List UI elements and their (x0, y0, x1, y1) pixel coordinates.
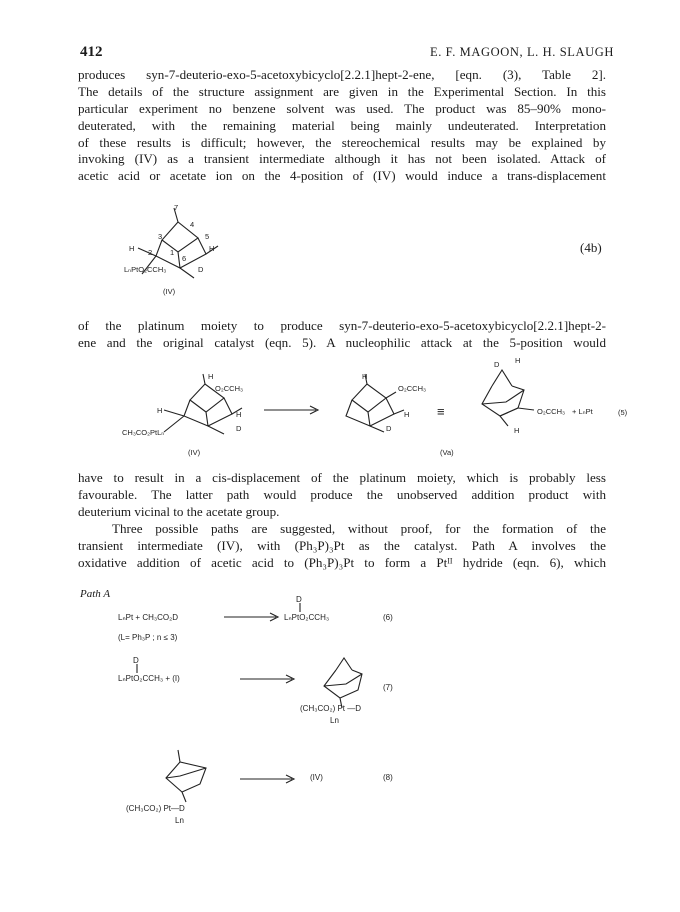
equivalence-sign: ≡ (437, 404, 445, 419)
atom-label: 4 (190, 220, 195, 229)
atom-label: D (386, 424, 392, 433)
text-line: oxidative addition of acetic acid to (Ph₃P)₃Pt to form a Ptᴵᴵ hydride (eqn. 6), which (78, 554, 606, 570)
compound-label: (Va) (440, 448, 454, 457)
eq8-reactant: (CH₃CO₂) Pt—D (126, 804, 185, 813)
text-line: produces syn-7-deuterio-exo-5-acetoxybicyclo[2.2.1]hept-2-ene, [eqn. (3), Table 2]. (78, 67, 606, 82)
text-line: particular experiment no benzene solvent was used. The product was 85–90% mono- (78, 100, 606, 116)
text-line: deuterated, with the remaining material being mainly undeuterated. Interpretation (78, 117, 606, 133)
ligand-label: Ln (175, 816, 184, 825)
atom-label: H (236, 410, 242, 419)
atom-label: H (209, 244, 215, 253)
structure-va-right (462, 360, 562, 440)
eq7-product-structure (306, 652, 386, 712)
eq6-arrow (222, 610, 282, 624)
text-line: favourable. The latter path would produce the unobserved addition product with (78, 486, 606, 502)
eq6-product: LₙPtO₂CCH₃ (284, 613, 330, 622)
bond-line (135, 664, 139, 674)
bond-line (298, 603, 302, 613)
text-line: transient intermediate (IV), with (Ph₃P)₃Pt as the catalyst. Path A involves the (78, 537, 606, 553)
atom-label: H (208, 372, 214, 381)
eq7-arrow (238, 672, 298, 686)
ligand-label: LₙPtO₂CCH₃ (124, 265, 167, 274)
page-number: 412 (80, 44, 103, 60)
text-line: have to result in a cis-displacement of the platinum moiety, which is probably less (78, 470, 606, 485)
atom-label: H (514, 426, 520, 435)
equation-number: (6) (383, 613, 393, 622)
atom-label: D (296, 595, 302, 604)
structure-va-middle (322, 370, 422, 445)
eq6-conditions: (L= Ph₃P ; n ≤ 3) (118, 633, 178, 642)
ligand-label: CH₃CO₂PtLₙ (122, 428, 165, 437)
equation-number: (4b) (580, 240, 602, 255)
atom-label: D (198, 265, 204, 274)
substituent-label: O₂CCH₃ (215, 384, 244, 393)
atom-label: 3 (158, 232, 163, 241)
paragraph-4 (78, 521, 606, 572)
paragraph-2 (78, 318, 606, 352)
eq7-reactants: LₙPtO₂CCH₃ + (I) (118, 674, 180, 683)
atom-label: H (157, 406, 163, 415)
eq8-product: (IV) (310, 773, 323, 782)
text-line: The details of the structure assignment are given in the Experimental Section. In this (78, 83, 606, 99)
compound-label: (IV) (188, 448, 201, 457)
atom-label: H (362, 372, 368, 381)
reaction-arrow (262, 400, 322, 420)
atom-label: D (494, 360, 500, 369)
text-line: invoking (IV) as a transient intermediate although it has not been isolated. Attack of (78, 151, 606, 167)
text-line: Three possible paths are suggested, without proof, for the formation of the (112, 521, 606, 536)
structure-iv-left (150, 370, 250, 445)
running-header-authors: E. F. MAGOON, L. H. SLAUGH (429, 45, 614, 59)
product-label: + LₙPt (572, 407, 593, 416)
eq6-reactants: LₙPt + CH₃CO₂D (118, 613, 179, 622)
text-line: of the platinum moiety to produce syn-7-deuterio-exo-5-acetoxybicyclo[2.2.1]hept-2- (78, 318, 606, 333)
paragraph-3 (78, 470, 606, 521)
text-line: acetic acid or acetate ion on the 4-position of (IV) would induce a trans-displacement (78, 168, 606, 184)
substituent-label: O₂CCH₃ (537, 407, 566, 416)
substituent-label: O₂CCH₃ (398, 384, 427, 393)
atom-label: 5 (205, 232, 210, 241)
equation-number: (8) (383, 773, 393, 782)
atom-label: D (236, 424, 242, 433)
atom-label: H (404, 410, 410, 419)
equation-number: (7) (383, 683, 393, 692)
eq7-product: (CH₃CO₂) Pt —D (300, 704, 362, 713)
atom-label: 1 (170, 248, 175, 257)
compound-label: (IV) (163, 287, 176, 296)
atom-label: H (129, 244, 135, 253)
atom-label: 7 (174, 203, 179, 212)
paragraph-1 (78, 67, 606, 185)
text-line: ene and the original catalyst (eqn. 5). A nucleophilic attack at the 5-position would (78, 334, 606, 350)
text-line: deuterium vicinal to the acetate group. (78, 503, 280, 519)
eq8-arrow (238, 772, 298, 786)
atom-label: 6 (182, 254, 187, 263)
text-line: of these results is difficult; however, the stereochemical results may be explained by (78, 134, 606, 150)
atom-label: H (515, 356, 521, 365)
atom-label: D (133, 656, 139, 665)
equation-number: (5) (618, 408, 628, 417)
atom-label: 2 (148, 248, 153, 257)
ligand-label: Ln (330, 716, 339, 725)
scheme-title: Path A (80, 588, 111, 600)
